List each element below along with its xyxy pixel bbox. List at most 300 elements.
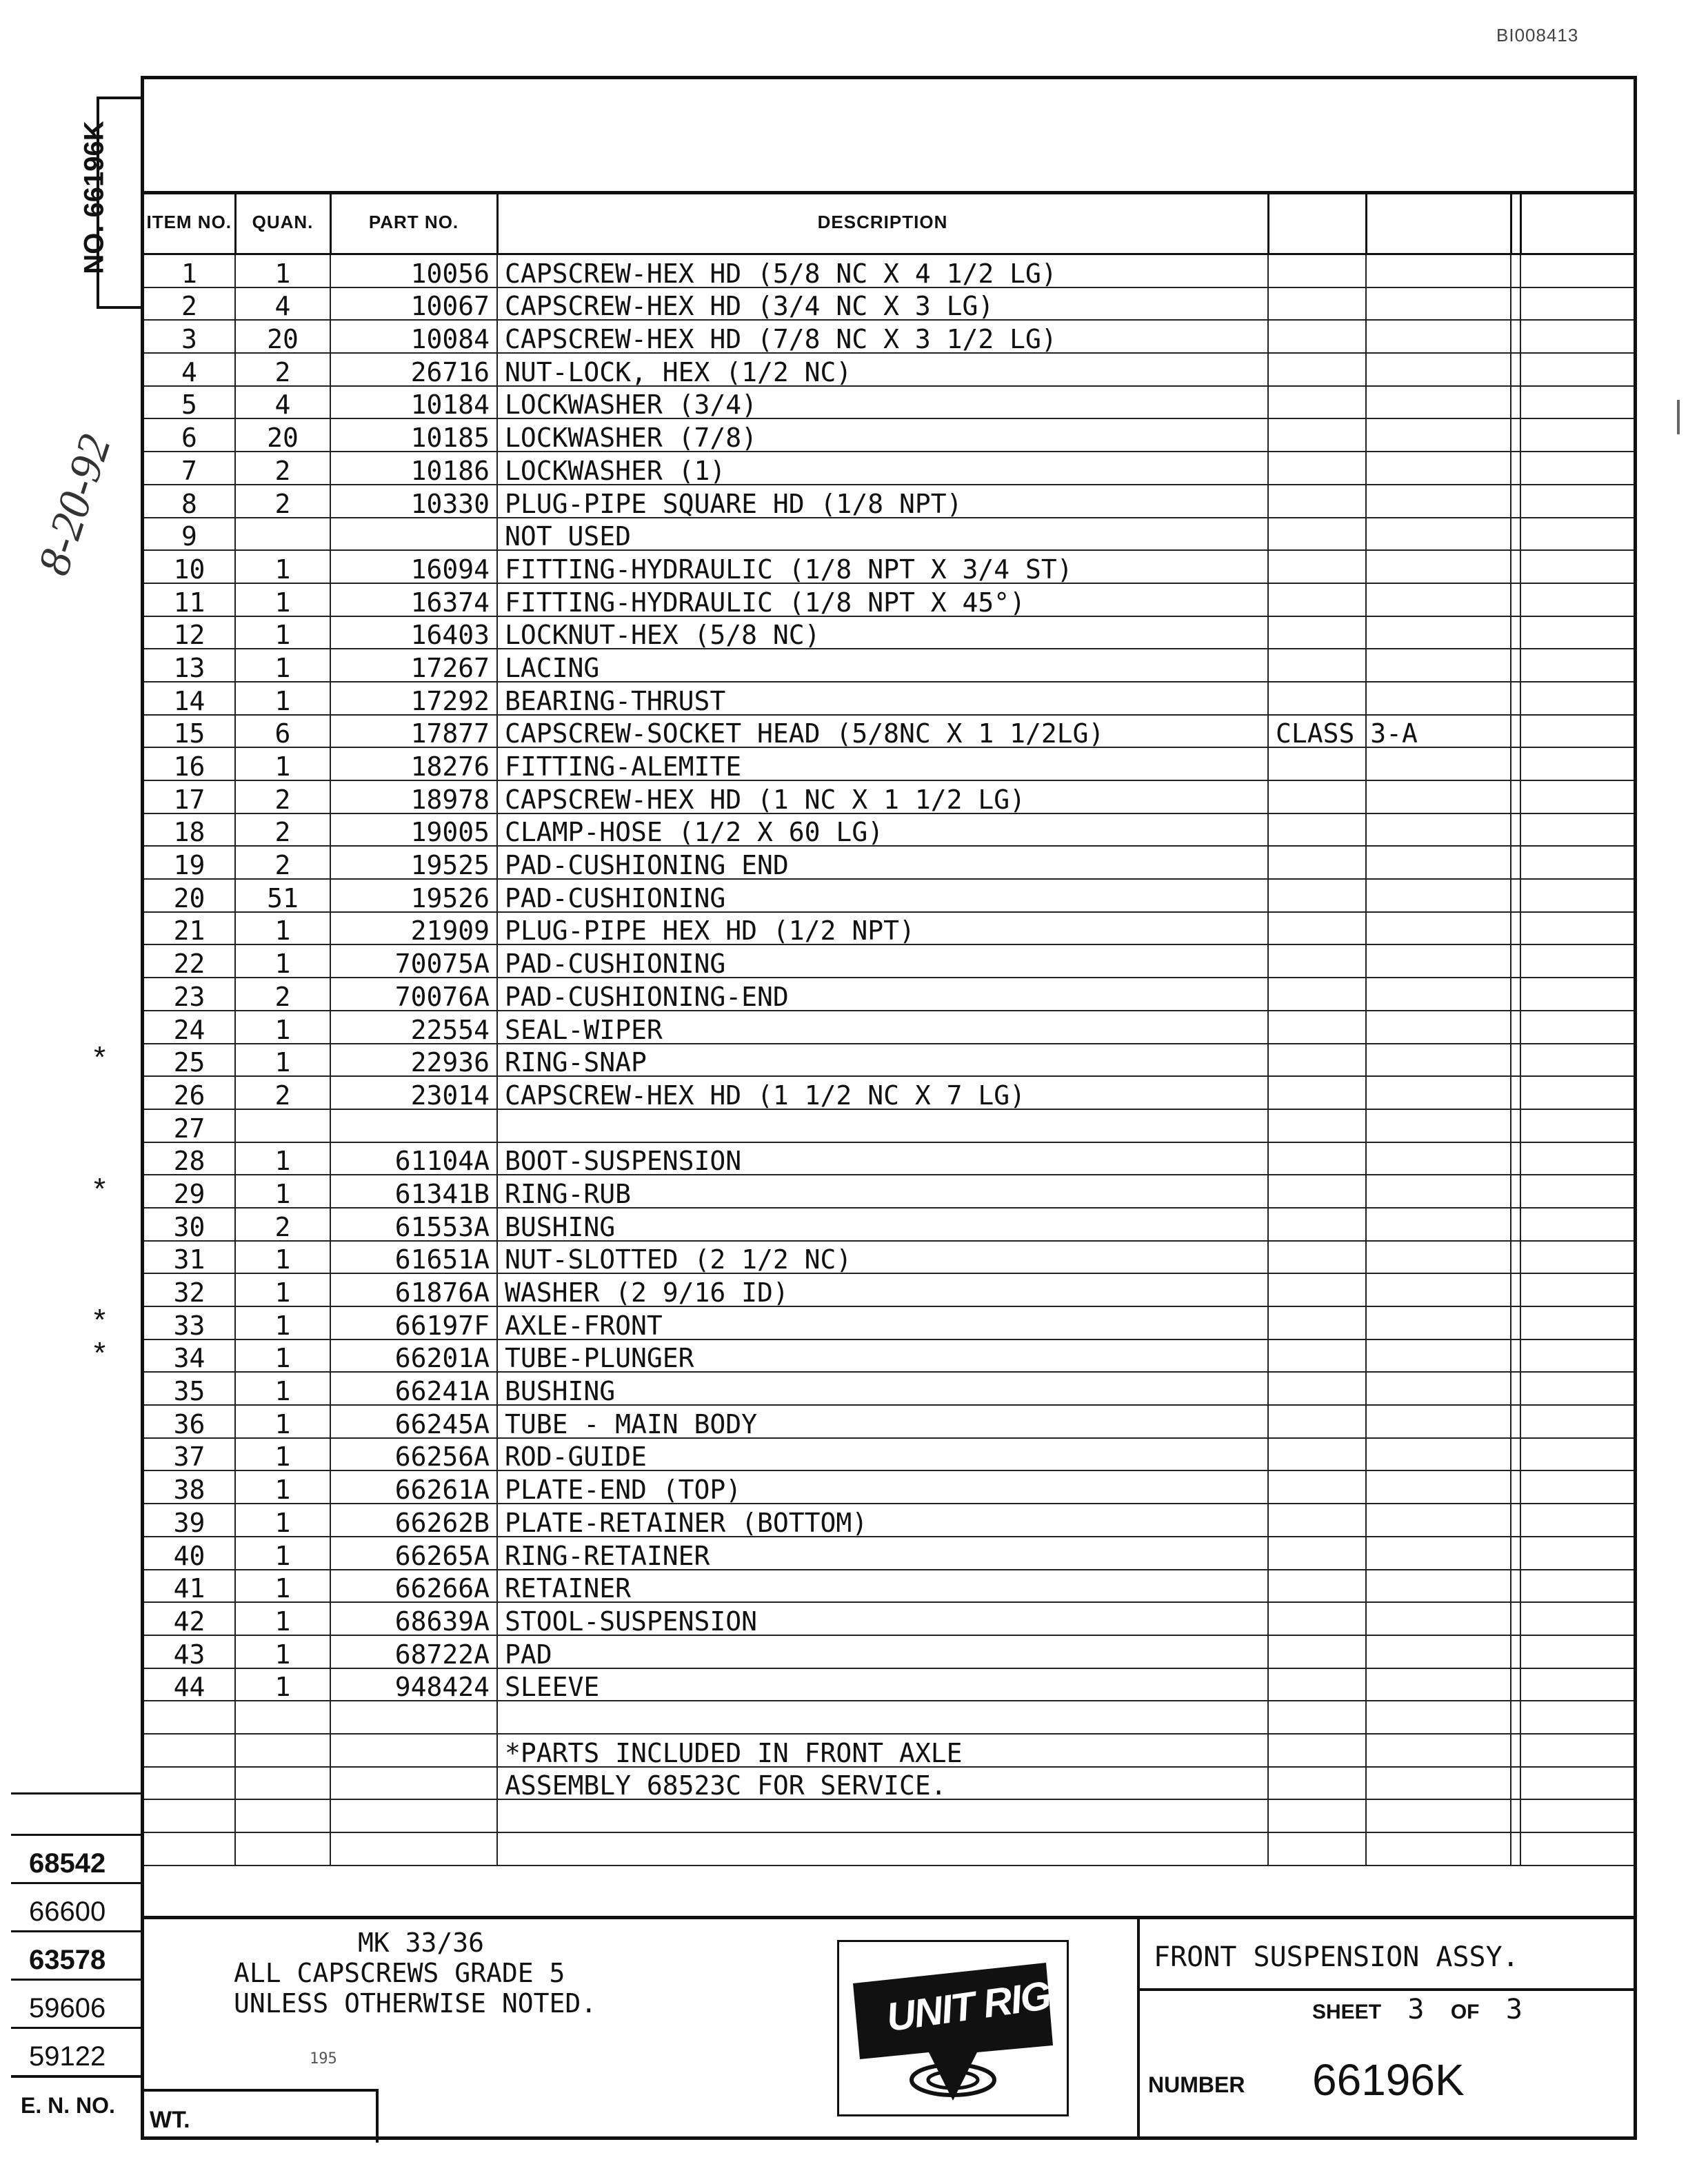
table-row (144, 846, 1634, 879)
cell-desc: BUSHING (497, 1208, 1268, 1241)
cell-note (1268, 944, 1366, 978)
cell-blank (1520, 583, 1634, 616)
cell-desc: CAPSCREW-HEX HD (7/8 NC X 3 1/2 LG) (497, 320, 1268, 353)
cell-part: 66197F (330, 1306, 497, 1339)
cell-blank (1520, 1635, 1634, 1668)
cell-quan: 1 (235, 1044, 330, 1077)
cell-quan: 20 (235, 320, 330, 353)
cell-item: 2 (144, 287, 235, 321)
cell-desc: CAPSCREW-HEX HD (5/8 NC X 4 1/2 LG) (497, 254, 1268, 287)
cell-blank (1511, 879, 1520, 912)
cell-note (1268, 1537, 1366, 1570)
cell-blank (1511, 912, 1520, 945)
cell-desc: CAPSCREW-SOCKET HEAD (5/8NC X 1 1/2LG) (497, 715, 1268, 748)
cell-blank (1520, 682, 1634, 715)
cell-part (330, 518, 497, 551)
cell-blank (1366, 1306, 1511, 1339)
cell-blank (1520, 1734, 1634, 1767)
cell-item: 11 (144, 583, 235, 616)
cell-blank (1511, 1208, 1520, 1241)
cell-blank (1520, 813, 1634, 847)
cell-blank (1366, 1570, 1511, 1603)
table-row (144, 1832, 1634, 1866)
cell-quan: 1 (235, 1372, 330, 1405)
cell-part: 66245A (330, 1405, 497, 1438)
en-label-box (11, 2075, 141, 2126)
table-row (144, 1767, 1634, 1800)
col-extra-header-4 (1520, 191, 1634, 254)
logo-text: UNIT RIG (883, 1972, 1053, 2041)
cell-item: 22 (144, 944, 235, 978)
en-number-text: 68542 (29, 1848, 106, 1879)
cell-blank (1520, 1701, 1634, 1734)
cell-item: 43 (144, 1635, 235, 1668)
cell-item (144, 1767, 235, 1800)
cell-blank (1520, 1076, 1634, 1109)
cell-desc: SEAL-WIPER (497, 1011, 1268, 1044)
cell-desc: PLUG-PIPE HEX HD (1/2 NPT) (497, 912, 1268, 945)
cell-note (1268, 912, 1366, 945)
cell-blank (1511, 353, 1520, 386)
cell-blank (1520, 287, 1634, 321)
cell-blank (1366, 353, 1511, 386)
col-extra-header-1 (1268, 191, 1366, 254)
ticket-mark: 195 (310, 2050, 337, 2067)
note-line-1: ALL CAPSCREWS GRADE 5 (234, 1958, 565, 1988)
cell-desc: STOOL-SUSPENSION (497, 1602, 1268, 1635)
cell-note (1268, 649, 1366, 682)
cell-blank (1520, 386, 1634, 419)
table-row (144, 616, 1634, 649)
cell-item (144, 1734, 235, 1767)
cell-blank (1511, 452, 1520, 485)
cell-blank (1520, 1011, 1634, 1044)
en-number-text: 59122 (29, 2041, 106, 2072)
cell-item: 28 (144, 1142, 235, 1175)
cell-blank (1511, 1799, 1520, 1832)
cell-desc (497, 1799, 1268, 1832)
cell-blank (1366, 912, 1511, 945)
cell-quan: 1 (235, 1339, 330, 1373)
cell-quan: 1 (235, 1635, 330, 1668)
cell-part: 10330 (330, 485, 497, 518)
cell-desc: RING-SNAP (497, 1044, 1268, 1077)
cell-desc: TUBE - MAIN BODY (497, 1405, 1268, 1438)
cell-blank (1366, 1470, 1511, 1504)
cell-blank (1366, 1504, 1511, 1537)
cell-quan: 1 (235, 1570, 330, 1603)
cell-blank (1520, 485, 1634, 518)
cell-blank (1366, 1602, 1511, 1635)
cell-blank (1511, 1142, 1520, 1175)
cell-note (1268, 1175, 1366, 1208)
cell-note (1268, 1372, 1366, 1405)
cell-part: 61341B (330, 1175, 497, 1208)
cell-item: 26 (144, 1076, 235, 1109)
cell-blank (1520, 1372, 1634, 1405)
sheet-number: 3 (1407, 1994, 1425, 2025)
cell-blank (1511, 1339, 1520, 1373)
cell-quan: 51 (235, 879, 330, 912)
cell-part: 10184 (330, 386, 497, 419)
cell-quan: 2 (235, 353, 330, 386)
cell-blank (1520, 1767, 1634, 1800)
cell-desc (497, 1109, 1268, 1142)
cell-quan: 1 (235, 682, 330, 715)
cell-item: 3 (144, 320, 235, 353)
cell-blank (1366, 1109, 1511, 1142)
table-row (144, 1734, 1634, 1767)
cell-quan: 2 (235, 780, 330, 813)
cell-quan: 2 (235, 813, 330, 847)
cell-item: 36 (144, 1405, 235, 1438)
cell-item: 38 (144, 1470, 235, 1504)
title-block-footer (144, 1916, 1634, 2136)
en-divider (11, 1792, 142, 1794)
cell-blank (1511, 978, 1520, 1011)
cell-blank (1511, 1372, 1520, 1405)
cell-item: 33 (144, 1306, 235, 1339)
cell-note (1268, 1602, 1366, 1635)
cell-note (1268, 1701, 1366, 1734)
cell-item: 21 (144, 912, 235, 945)
cell-blank (1520, 747, 1634, 780)
cell-part: 68639A (330, 1602, 497, 1635)
cell-item: 12 (144, 616, 235, 649)
cell-blank (1520, 846, 1634, 879)
cell-quan: 2 (235, 1208, 330, 1241)
cell-part: 22936 (330, 1044, 497, 1077)
cell-desc: WASHER (2 9/16 ID) (497, 1273, 1268, 1306)
cell-part (330, 1832, 497, 1866)
table-row (144, 978, 1634, 1011)
cell-part: 16374 (330, 583, 497, 616)
table-row (144, 418, 1634, 452)
cell-blank (1520, 518, 1634, 551)
cell-blank (1520, 649, 1634, 682)
cell-blank (1366, 1537, 1511, 1570)
cell-blank (1511, 418, 1520, 452)
table-row (144, 1602, 1634, 1635)
cell-blank (1520, 320, 1634, 353)
table-row (144, 386, 1634, 419)
cell-part: 17292 (330, 682, 497, 715)
col-quan-header: QUAN. (235, 191, 330, 254)
cell-blank (1366, 1208, 1511, 1241)
cell-note (1268, 1208, 1366, 1241)
cell-desc: ASSEMBLY 68523C FOR SERVICE. (497, 1767, 1268, 1800)
cell-note (1268, 1011, 1366, 1044)
cell-part: 61876A (330, 1273, 497, 1306)
cell-blank (1366, 320, 1511, 353)
cell-blank (1511, 616, 1520, 649)
cell-note (1268, 780, 1366, 813)
cell-blank (1366, 1011, 1511, 1044)
cell-desc: CAPSCREW-HEX HD (3/4 NC X 3 LG) (497, 287, 1268, 321)
cell-quan: 1 (235, 649, 330, 682)
table-row (144, 1537, 1634, 1570)
en-number (11, 2027, 141, 2077)
col-part-header: PART NO. (330, 191, 497, 254)
table-row (144, 583, 1634, 616)
cell-part: 66201A (330, 1339, 497, 1373)
cell-note (1268, 1273, 1366, 1306)
cell-desc: TUBE-PLUNGER (497, 1339, 1268, 1373)
cell-note (1268, 1799, 1366, 1832)
cell-blank (1520, 1273, 1634, 1306)
table-header-row (144, 191, 1634, 254)
number-label: NUMBER (1148, 2072, 1245, 2097)
cell-quan: 2 (235, 846, 330, 879)
cell-note (1268, 879, 1366, 912)
cell-note (1268, 583, 1366, 616)
cell-desc: LOCKWASHER (3/4) (497, 386, 1268, 419)
cell-part: 61651A (330, 1241, 497, 1274)
cell-blank (1511, 780, 1520, 813)
cell-item: 24 (144, 1011, 235, 1044)
table-row (144, 1175, 1634, 1208)
cell-part: 68722A (330, 1635, 497, 1668)
cell-note (1268, 452, 1366, 485)
cell-blank (1511, 1306, 1520, 1339)
table-row (144, 813, 1634, 847)
cell-blank (1366, 485, 1511, 518)
cell-note: CLASS 3-A (1268, 715, 1366, 748)
cell-blank (1366, 1372, 1511, 1405)
cell-note (1268, 550, 1366, 583)
cell-quan: 1 (235, 1011, 330, 1044)
cell-note (1268, 254, 1366, 287)
cell-note (1268, 1570, 1366, 1603)
cell-part: 10056 (330, 254, 497, 287)
cell-blank (1366, 1273, 1511, 1306)
cell-blank (1511, 1076, 1520, 1109)
cell-desc: BOOT-SUSPENSION (497, 1142, 1268, 1175)
cell-blank (1520, 1339, 1634, 1373)
cell-item: 7 (144, 452, 235, 485)
cell-part (330, 1734, 497, 1767)
table-row (144, 485, 1634, 518)
en-number (11, 1930, 141, 1981)
cell-blank (1520, 879, 1634, 912)
cell-blank (1511, 550, 1520, 583)
cell-quan: 1 (235, 550, 330, 583)
cell-item: 14 (144, 682, 235, 715)
cell-item: 23 (144, 978, 235, 1011)
unit-rig-logo (837, 1940, 1069, 2116)
en-number-text: 63578 (29, 1945, 106, 1975)
sheet-total: 3 (1505, 1994, 1523, 2025)
cell-blank (1366, 1076, 1511, 1109)
cell-item: 42 (144, 1602, 235, 1635)
cell-blank (1520, 254, 1634, 287)
cell-desc: PLATE-END (TOP) (497, 1470, 1268, 1504)
cell-desc: *PARTS INCLUDED IN FRONT AXLE (497, 1734, 1268, 1767)
cell-blank (1366, 1175, 1511, 1208)
cell-blank (1520, 780, 1634, 813)
cell-note (1268, 616, 1366, 649)
cell-blank (1511, 1504, 1520, 1537)
table-row (144, 1799, 1634, 1832)
cell-item: 13 (144, 649, 235, 682)
cell-desc: AXLE-FRONT (497, 1306, 1268, 1339)
cell-part: 17267 (330, 649, 497, 682)
cell-desc: BEARING-THRUST (497, 682, 1268, 715)
cell-blank (1511, 1537, 1520, 1570)
cell-blank (1366, 1339, 1511, 1373)
cell-note (1268, 1438, 1366, 1471)
cell-desc: NUT-LOCK, HEX (1/2 NC) (497, 353, 1268, 386)
cell-part: 10067 (330, 287, 497, 321)
cell-note (1268, 518, 1366, 551)
table-row (144, 1044, 1634, 1077)
cell-note (1268, 1241, 1366, 1274)
cell-note (1268, 813, 1366, 847)
cell-part (330, 1109, 497, 1142)
cell-part: 10185 (330, 418, 497, 452)
table-row (144, 518, 1634, 551)
cell-blank (1511, 320, 1520, 353)
cell-part (330, 1799, 497, 1832)
cell-blank (1366, 1241, 1511, 1274)
cell-item: 9 (144, 518, 235, 551)
cell-quan: 1 (235, 747, 330, 780)
cell-blank (1366, 254, 1511, 287)
cell-desc: CAPSCREW-HEX HD (1 1/2 NC X 7 LG) (497, 1076, 1268, 1109)
cell-blank (1511, 1668, 1520, 1701)
cell-quan: 4 (235, 386, 330, 419)
cell-blank (1511, 944, 1520, 978)
cell-item: 16 (144, 747, 235, 780)
table-row (144, 1504, 1634, 1537)
cell-item (144, 1701, 235, 1734)
table-row (144, 1142, 1634, 1175)
cell-blank (1520, 452, 1634, 485)
table-row (144, 1109, 1634, 1142)
cell-part: 70075A (330, 944, 497, 978)
cell-blank (1366, 879, 1511, 912)
cell-blank (1520, 1832, 1634, 1866)
cell-note (1268, 978, 1366, 1011)
cell-item: 8 (144, 485, 235, 518)
cell-part: 10186 (330, 452, 497, 485)
cell-blank (1366, 1668, 1511, 1701)
cell-blank (1520, 1470, 1634, 1504)
cell-item: 6 (144, 418, 235, 452)
cell-desc: CAPSCREW-HEX HD (1 NC X 1 1/2 LG) (497, 780, 1268, 813)
cell-desc: PAD-CUSHIONING END (497, 846, 1268, 879)
cell-blank (1511, 846, 1520, 879)
cell-quan (235, 1767, 330, 1800)
table-row (144, 682, 1634, 715)
weight-box (144, 2089, 379, 2143)
cell-quan (235, 1109, 330, 1142)
table-row (144, 353, 1634, 386)
cell-part: 26716 (330, 353, 497, 386)
cell-desc: RING-RETAINER (497, 1537, 1268, 1570)
table-row (144, 254, 1634, 287)
cell-item (144, 1799, 235, 1832)
weight-label: WT. (150, 2107, 190, 2133)
table-row (144, 912, 1634, 945)
cell-part: 23014 (330, 1076, 497, 1109)
cell-desc (497, 1832, 1268, 1866)
cell-blank (1520, 1044, 1634, 1077)
cell-quan: 1 (235, 1306, 330, 1339)
cell-desc: ROD-GUIDE (497, 1438, 1268, 1471)
table-row (144, 1208, 1634, 1241)
cell-quan: 1 (235, 1537, 330, 1570)
cell-item: 44 (144, 1668, 235, 1701)
cell-quan: 1 (235, 1405, 330, 1438)
cell-desc: SLEEVE (497, 1668, 1268, 1701)
asterisk-marker: * (94, 1303, 106, 1337)
cell-blank (1366, 649, 1511, 682)
cell-item: 15 (144, 715, 235, 748)
table-row (144, 780, 1634, 813)
cell-part: 66261A (330, 1470, 497, 1504)
cell-blank (1366, 978, 1511, 1011)
cell-quan: 1 (235, 254, 330, 287)
cell-desc (497, 1701, 1268, 1734)
cell-blank (1511, 747, 1520, 780)
cell-note (1268, 1635, 1366, 1668)
cell-part: 18276 (330, 747, 497, 780)
cell-desc: LOCKNUT-HEX (5/8 NC) (497, 616, 1268, 649)
cell-blank (1511, 518, 1520, 551)
cell-blank (1366, 1701, 1511, 1734)
cell-quan: 2 (235, 485, 330, 518)
cell-item: 41 (144, 1570, 235, 1603)
cell-blank (1366, 550, 1511, 583)
cell-blank (1511, 287, 1520, 321)
cell-quan (235, 1799, 330, 1832)
en-number (11, 1979, 141, 2029)
cell-desc: LOCKWASHER (1) (497, 452, 1268, 485)
cell-item: 20 (144, 879, 235, 912)
cell-note (1268, 1734, 1366, 1767)
drawing-title: FRONT SUSPENSION ASSY. (1154, 1941, 1519, 1973)
cell-quan: 1 (235, 912, 330, 945)
cell-item (144, 1832, 235, 1866)
cell-blank (1520, 1241, 1634, 1274)
cell-quan: 1 (235, 1142, 330, 1175)
table-row (144, 1470, 1634, 1504)
cell-blank (1366, 813, 1511, 847)
cell-item: 35 (144, 1372, 235, 1405)
cell-item: 19 (144, 846, 235, 879)
cell-blank (1520, 616, 1634, 649)
table-row (144, 1570, 1634, 1603)
cell-item: 40 (144, 1537, 235, 1570)
cell-note (1268, 1470, 1366, 1504)
cell-blank (1366, 616, 1511, 649)
cell-quan (235, 1701, 330, 1734)
table-row (144, 1076, 1634, 1109)
cell-desc: RING-RUB (497, 1175, 1268, 1208)
cell-blank (1520, 1537, 1634, 1570)
cell-quan (235, 1832, 330, 1866)
cell-part: 66241A (330, 1372, 497, 1405)
cell-quan: 2 (235, 452, 330, 485)
en-number-text: 66600 (29, 1897, 106, 1927)
cell-item: 1 (144, 254, 235, 287)
table-row (144, 1011, 1634, 1044)
cell-quan: 1 (235, 1241, 330, 1274)
cell-quan: 1 (235, 1470, 330, 1504)
cell-item: 18 (144, 813, 235, 847)
cell-note (1268, 1504, 1366, 1537)
